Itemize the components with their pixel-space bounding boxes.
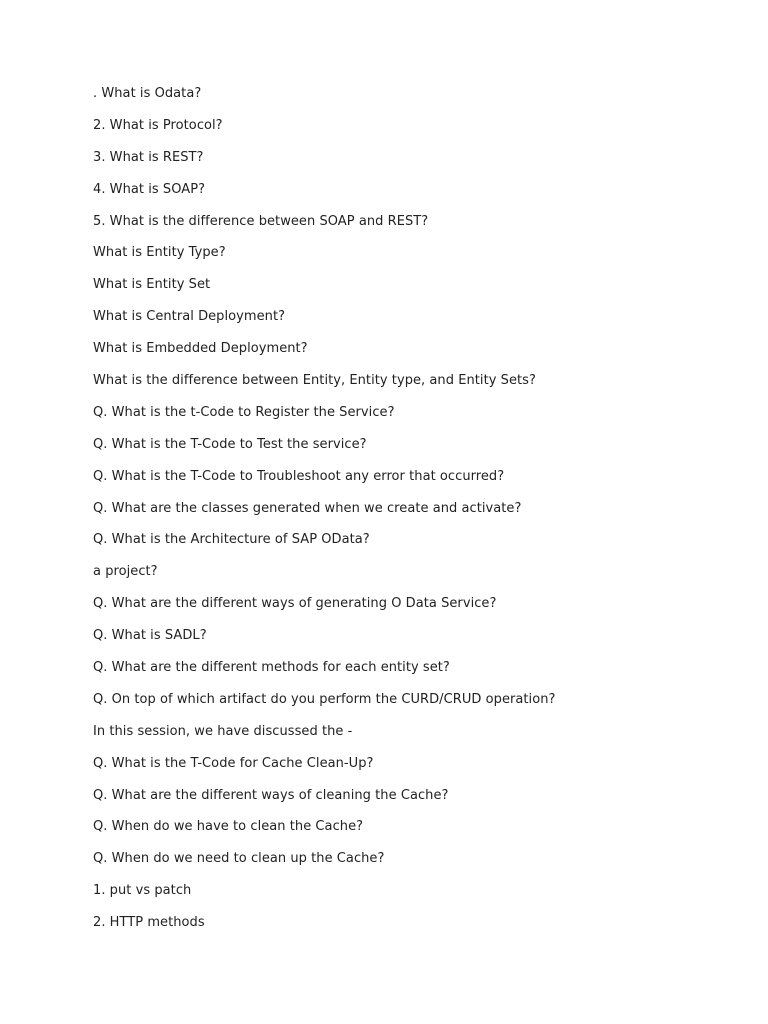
question-architecture: Q. What is the Architecture of SAP OData? [93, 532, 370, 548]
question-register-tcode: Q. What is the t-Code to Register the Service? [93, 404, 395, 420]
question-rest: 3. What is REST? [93, 149, 204, 165]
question-troubleshoot-tcode: Q. What is the T-Code to Troubleshoot any error that occurred? [93, 468, 505, 484]
question-cache-cleaning-ways: Q. What are the different ways of cleaning the Cache? [93, 787, 449, 803]
question-central-deployment: What is Central Deployment? [93, 309, 286, 325]
question-classes-generated: Q. What are the classes generated when we create and activate? [93, 500, 522, 516]
topic-http-methods: 2. HTTP methods [93, 915, 205, 931]
question-entity-difference: What is the difference between Entity, Entity type, and Entity Sets? [93, 373, 536, 389]
question-soap: 4. What is SOAP? [93, 181, 206, 197]
session-summary: In this session, we have discussed the - [93, 723, 353, 739]
question-entity-set: What is Entity Set [93, 277, 211, 293]
question-when-clean-cache: Q. When do we have to clean the Cache? [93, 819, 364, 835]
question-crud-artifact: Q. On top of which artifact do you perform the CURD/CRUD operation? [93, 691, 556, 707]
question-test-tcode: Q. What is the T-Code to Test the service? [93, 436, 367, 452]
question-entity-set-methods: Q. What are the different methods for each entity set? [93, 660, 450, 676]
question-when-need-clean-cache: Q. When do we need to clean up the Cache? [93, 851, 385, 867]
question-protocol: 2. What is Protocol? [93, 117, 223, 133]
question-cache-tcode: Q. What is the T-Code for Cache Clean-Up? [93, 755, 374, 771]
question-generation-ways: Q. What are the different ways of generating O Data Service? [93, 596, 497, 612]
question-entity-type: What is Entity Type? [93, 245, 226, 261]
fragment-a-project: a project? [93, 564, 158, 580]
question-soap-vs-rest: 5. What is the difference between SOAP and REST? [93, 213, 429, 229]
topic-put-vs-patch: 1. put vs patch [93, 883, 192, 899]
question-embedded-deployment: What is Embedded Deployment? [93, 341, 308, 357]
question-sadl: Q. What is SADL? [93, 628, 207, 644]
question-odata: . What is Odata? [93, 86, 202, 101]
